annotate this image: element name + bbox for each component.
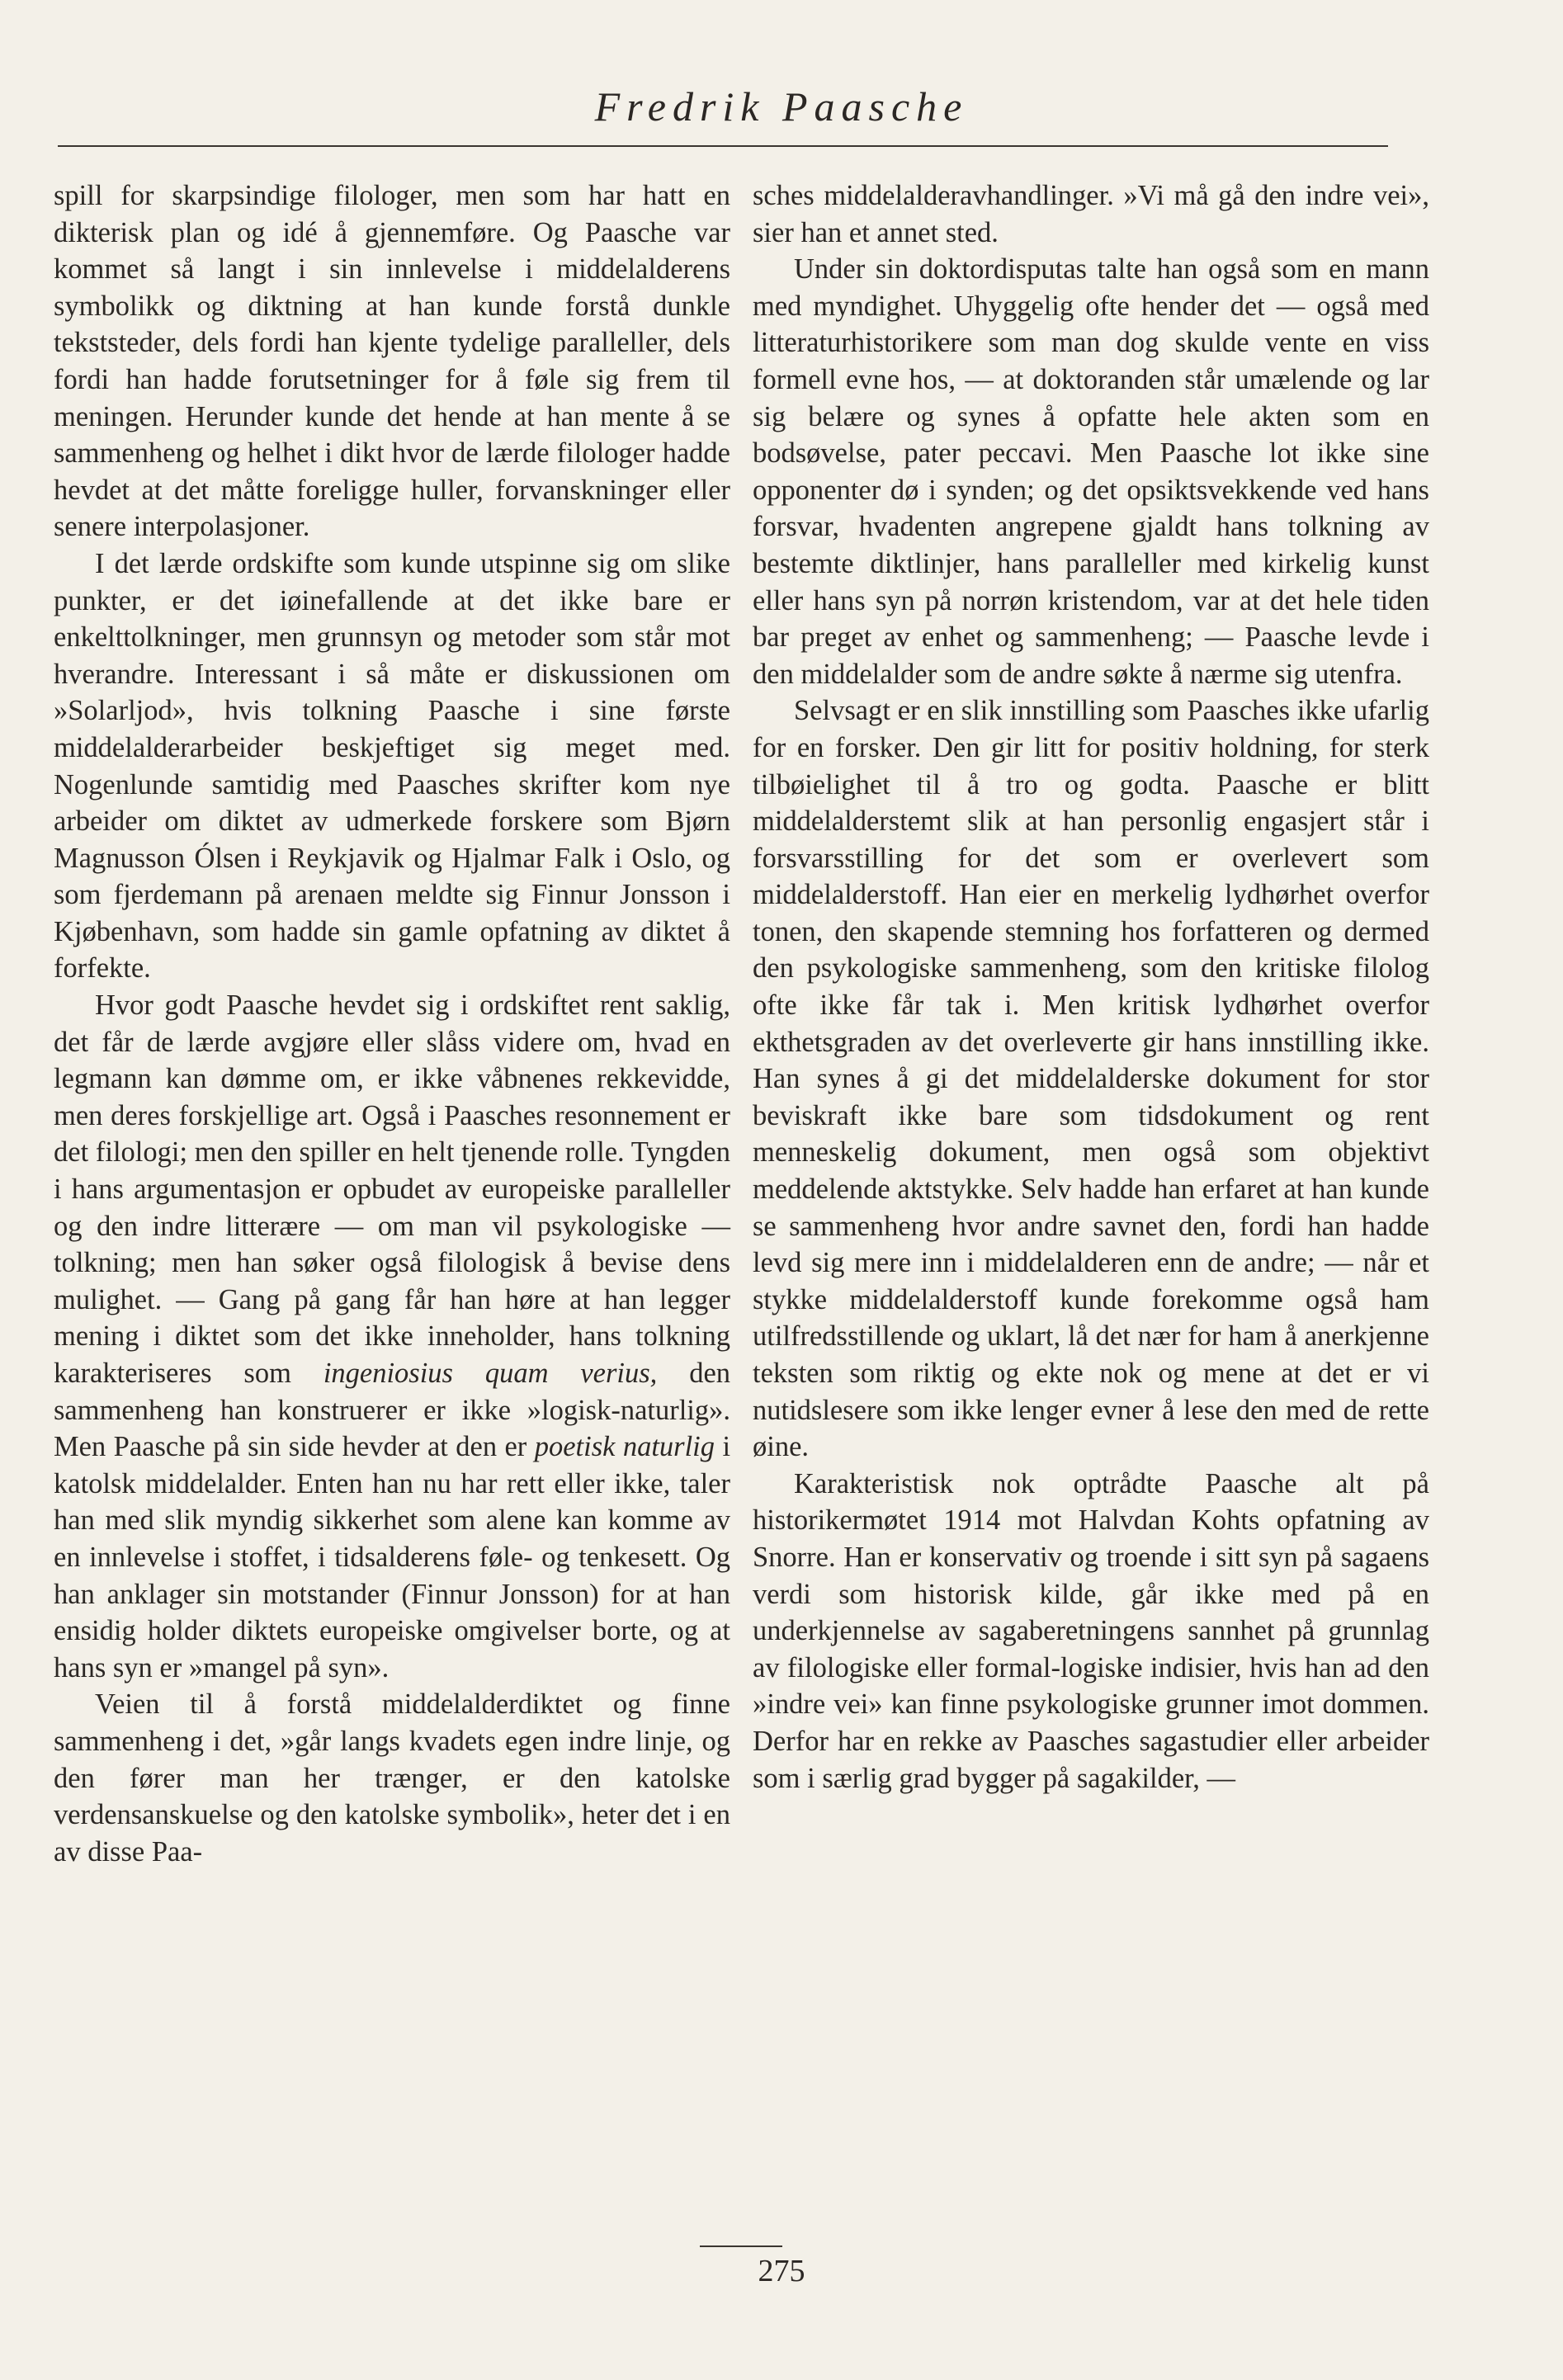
left-paragraph-3-part-a: Hvor godt Paasche hevdet sig i ordskiftet rent saklig, det får de lærde avgjøre eller slåss videre om, hvad en legmann kan dømme om, er ikke våbnenes rekkevidde, men deres forskjellige art. Også i Paasches resonnement er det filologi; men den spiller en helt tjenende rolle. Tyngden i hans argumentasjon er opbudet av europeiske paralleller og den indre litterære — om man vil psykologiske — tolkning; men han søker også filologisk å bevise dens mulighet. — Gang på gang får han høre at han legger mening i diktet som det ikke inneholder, hans tolkning karakteriseres som	[54, 989, 730, 1389]
left-paragraph-3-part-b: den sammenheng han konstruerer er ikke »logisk-naturlig». Men Paasche på sin side hevder at den er	[54, 1358, 731, 1463]
left-paragraph-4: Veien til å forstå middelalderdiktet og finne sammenheng i det, »går langs kvadets egen indre linje, og den fører man her trænger, er den katolske verdensanskuelse og den katolske symbolik», heter det i en av disse Paa-	[54, 1688, 730, 1868]
right-paragraph-4: Karakteristisk nok optrådte Paasche alt på historikermøtet 1914 mot Halvdan Kohts opfatning av Snorre. Han er konservativ og troende i sitt syn på sagaens verdi som historisk kilde, går ikke med på en underkjennelse av sagaberetningens sannhet på grunnlag av filologiske eller formal-logiske indisier, hvis han ad den »indre vei» kan finne psykologiske grunner imot dommen. Derfor har en rekke av Paasches sagastudier eller arbeider som i særlig grad bygger på sagakilder, —	[753, 1467, 1429, 1794]
left-paragraph-2: I det lærde ordskifte som kunde utspinne sig om slike punkter, er det iøinefallende at det ikke bare er enkelttolkninger, men grunnsyn og metoder som står mot hverandre. Interessant i så måte er diskussionen om »Solarljod», hvis tolkning Paasche i sine første middelalderarbeider beskjeftiget sig meget med. Nogenlunde samtidig med Paasches skrifter kom nye arbeider om diktet av udmerkede forskere som Bjørn Magnusson Ólsen i Reykjavik og Hjalmar Falk i Oslo, og som fjerdemann på arenaen meldte sig Finnur Jonsson i Kjøbenhavn, som hadde sin gamle opfatning av diktet å forfekte.	[54, 547, 730, 985]
running-header: Fredrik Paasche	[594, 83, 969, 130]
left-paragraph-1: spill for skarpsindige filologer, men som har hatt en dikterisk plan og idé å gjennemføre. Og Paasche var kommet så langt i sin innlevelse i middelalderens symbolikk og diktning at han kunde forstå dunkle tekststeder, dels fordi han kjente tydelige paralleller, dels fordi han hadde forutsetninger for å føle sig frem til meningen. Herunder kunde det hende at han mente å se sammenheng og helhet i dikt hvor de lærde filologer hadde hevdet at det måtte foreligge huller, forvanskninger eller senere interpolasjoner.	[54, 180, 730, 543]
left-paragraph-3	[54, 987, 730, 1686]
right-paragraph-1: sches middelalderavhandlinger. »Vi må gå den indre vei», sier han et annet sted.	[753, 180, 1429, 248]
latin-phrase: ingeniosius quam verius,	[323, 1358, 658, 1389]
right-paragraph-2: Under sin doktordisputas talte han også som en mann med myndighet. Uhyggelig ofte hender det — også med litteraturhistorikere som man dog skulde vente en viss formell evne hos, — at doktoranden står umælende og lar sig belære og synes å opfatte hele akten som en bodsøvelse, pater peccavi. Men Paasche lot ikke sine opponenter dø i synden; og det opsiktsvekkende ved hans forsvar, hvadenten angrepene gjaldt hans tolkning av bestemte diktlinjer, hans paralleller med kirkelig kunst eller hans syn på norrøn kristendom, var at det hele tiden bar preget av enhet og sammenheng; — Paasche levde i den middelalder som de andre søkte å nærme sig utenfra.	[753, 253, 1429, 690]
page-number-rule	[700, 2245, 782, 2247]
right-column	[753, 177, 1429, 1797]
left-column	[54, 177, 730, 1870]
header-rule	[58, 145, 1388, 147]
right-paragraph-3: Selvsagt er en slik innstilling som Paasches ikke ufarlig for en forsker. Den gir litt for positiv holdning, for sterk tilbøielighet til å tro og godta. Paasche er blitt middelalderstemt slik at han personlig engasjert står i forsvarsstilling for det som er overlevert som middelalderstoff. Han eier en merkelig lydhørhet overfor tonen, den skapende stemning hos forfatteren og dermed den psykologiske sammenheng, som den kritiske filolog ofte ikke får tak i. Men kritisk lydhørhet overfor ekthetsgraden av det overleverte gir hans innstilling ikke. Han synes å gi det middelalderske dokument for stor beviskraft ikke bare som tidsdokument og rent menneskelig dokument, men også som objektivt meddelende aktstykke. Selv hadde han erfaret at han kunde se sammenheng hvor andre savnet den, fordi han hadde levd sig mere inn i middelalderen enn de andre; — når et stykke middelalderstoff kunde forekomme også ham utilfredsstillende og uklart, lå det nær for ham å anerkjenne teksten som riktig og ekte nok og mene at det er vi nutidslesere som ikke lenger evner å lese den med de rette øine.	[753, 695, 1429, 1463]
left-paragraph-3-part-c: i katolsk middelalder. Enten han nu har rett eller ikke, taler han med slik myndig sikkerhet som alene kan komme av en innlevelse i stoffet, i tidsalderens føle- og tenkesett. Og han anklager sin motstander (Finnur Jonsson) for at han ensidig holder diktets europeiske omgivelser borte, og at hans syn er »mangel på syn».	[54, 1431, 731, 1683]
page-number: 275	[758, 2254, 805, 2288]
emphasis-phrase: poetisk naturlig	[534, 1431, 715, 1463]
